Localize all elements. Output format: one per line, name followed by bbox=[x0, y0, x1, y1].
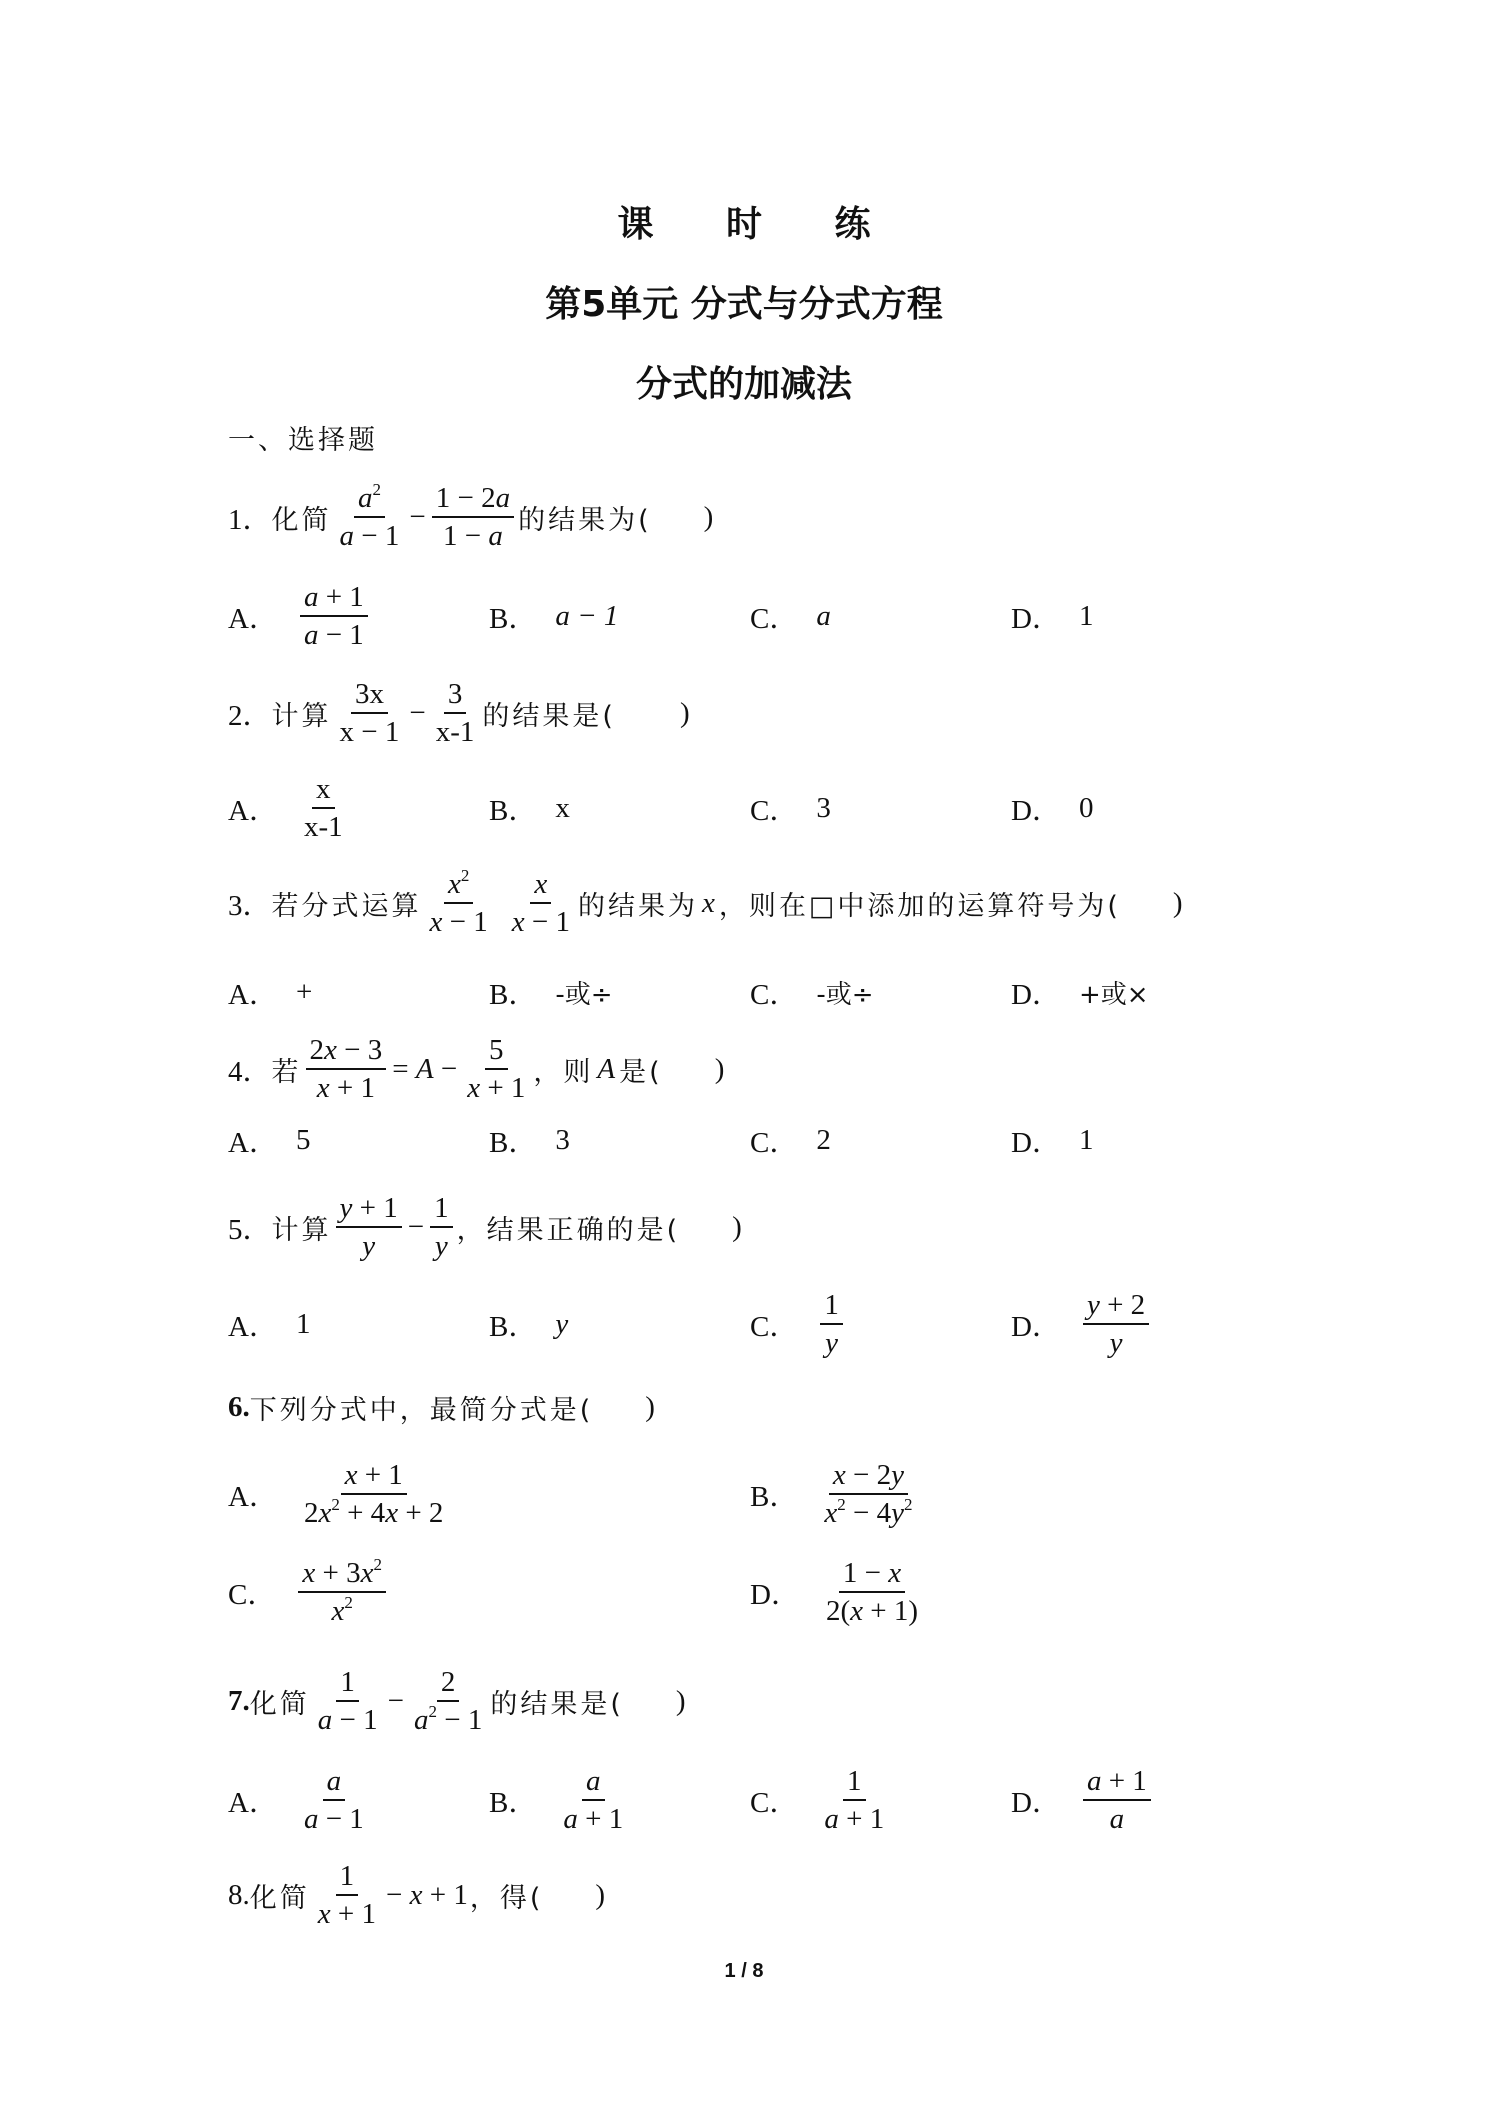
fraction: $\frac{3}{x-1}$ bbox=[435, 678, 475, 748]
option-b[interactable]: B． $\frac{x - 2y}{x^2 - 4y^2}$ bbox=[750, 1459, 913, 1529]
fraction: $\frac{1}{y}$ bbox=[430, 1190, 453, 1264]
option-b[interactable]: B． a − 1 bbox=[489, 599, 619, 635]
question-5-options bbox=[228, 1289, 1328, 1359]
question-1-options bbox=[228, 581, 1328, 651]
option-a[interactable]: A． 1 bbox=[228, 1307, 311, 1343]
option-c[interactable]: C． 2 bbox=[750, 1123, 831, 1159]
question-3-options bbox=[228, 962, 1328, 1022]
fraction: $\frac{5}{x + 1}$ bbox=[467, 1034, 526, 1104]
option-b[interactable]: B． y bbox=[489, 1307, 569, 1343]
fraction: $\frac{x}{x - 1}$ bbox=[511, 868, 570, 938]
option-b[interactable]: B． 3 bbox=[489, 1123, 570, 1159]
option-d[interactable]: D． $\frac{a + 1}{a}$ bbox=[1011, 1764, 1155, 1836]
fraction: $\frac{2}{a^2 - 1}$ bbox=[413, 1666, 483, 1736]
option-c[interactable]: C． 3 bbox=[750, 791, 831, 827]
option-a[interactable]: A． $\frac{a + 1}{a - 1}$ bbox=[228, 586, 372, 646]
option-d[interactable]: D． $\frac{y + 2}{y}$ bbox=[1011, 1294, 1153, 1354]
question-6: 6. 下列分式中，最简分式是( ) bbox=[228, 1391, 655, 1426]
option-c[interactable]: C． a bbox=[750, 599, 831, 635]
option-a[interactable]: A． $\frac{x}{x-1}$ bbox=[228, 773, 343, 843]
question-2: 2． 计算 $\frac{3x}{x - 1}$ − $\frac{3}{x-1}$ 的结果是( ) bbox=[228, 678, 690, 748]
question-4: 4． 若 $\frac{2x - 3}{x + 1}$ = A − $\frac{5}{x + 1}$ ，则 A 是( ) bbox=[228, 1034, 725, 1104]
question-3: 3． 若分式运算 $\frac{x^2}{x - 1}$ $\frac{x}{x - 1}$ 的结果为 x ，则在□中添加的运算符号为( ) bbox=[228, 866, 1183, 938]
option-d[interactable]: D． 1 bbox=[1011, 1123, 1094, 1159]
fraction: $\frac{3x}{x - 1}$ bbox=[339, 678, 400, 748]
fraction: $\frac{1 - 2a}{1 - a}$ bbox=[432, 480, 514, 554]
question-2-options bbox=[228, 773, 1328, 843]
question-7: 7. 化简 $\frac{1}{a - 1}$ − $\frac{2}{a^2 - 1}$ 的结果是( ) bbox=[228, 1666, 686, 1736]
option-c[interactable]: C． $\frac{1}{y}$ bbox=[750, 1294, 847, 1354]
question-6-options-row2 bbox=[228, 1554, 1328, 1630]
fraction: $\frac{1}{x + 1}$ bbox=[317, 1860, 376, 1930]
question-5: 5． 计算 $\frac{y + 1}{y}$ − $\frac{1}{y}$ ，结果正确的是( ) bbox=[228, 1192, 742, 1262]
option-d[interactable]: D． 1 bbox=[1011, 599, 1094, 635]
option-a[interactable]: A． 5 bbox=[228, 1123, 311, 1159]
fraction: $\frac{x^2}{x - 1}$ bbox=[429, 866, 488, 938]
fraction: $\frac{1}{a - 1}$ bbox=[317, 1666, 378, 1736]
option-c[interactable]: C． $\frac{x + 3x^2}{x^2}$ bbox=[228, 1554, 390, 1630]
question-8: 8. 化简 $\frac{1}{x + 1}$ − x + 1 ，得( ) bbox=[228, 1860, 606, 1930]
option-c[interactable]: C． -或÷ bbox=[750, 978, 874, 1011]
option-d[interactable]: D． $\frac{1 - x}{2(x + 1)}$ bbox=[750, 1557, 919, 1627]
question-7-options bbox=[228, 1764, 1328, 1836]
option-b[interactable]: B． $\frac{a}{a + 1}$ bbox=[489, 1765, 624, 1835]
option-d[interactable]: D． 0 bbox=[1011, 791, 1094, 827]
question-6-options-row1 bbox=[228, 1456, 1328, 1532]
option-b[interactable]: B． x bbox=[489, 791, 570, 827]
option-d[interactable]: D． +或× bbox=[1011, 978, 1149, 1011]
section-heading: 一、选择题 bbox=[228, 425, 378, 456]
lesson-title: 分式的加减法 bbox=[635, 364, 852, 405]
question-4-options bbox=[228, 1110, 1328, 1170]
option-a[interactable]: A． + bbox=[228, 975, 313, 1011]
option-b[interactable]: B． -或÷ bbox=[489, 978, 613, 1011]
option-c[interactable]: C． $\frac{1}{a + 1}$ bbox=[750, 1765, 885, 1835]
option-a[interactable]: A． $\frac{a}{a - 1}$ bbox=[228, 1765, 364, 1835]
fraction: $\frac{2x - 3}{x + 1}$ bbox=[306, 1032, 387, 1106]
unit-title: 第5单元 分式与分式方程 bbox=[545, 284, 943, 325]
question-1: 1． 化简 $\frac{a^2}{a - 1}$ − $\frac{1 - 2a}{1 - a}$ 的结果为( ) bbox=[228, 480, 714, 552]
option-a[interactable]: A． $\frac{x + 1}{2x^2 + 4x + 2}$ bbox=[228, 1459, 444, 1529]
fraction: $\frac{a^2}{a - 1}$ bbox=[339, 480, 400, 552]
worksheet-title: 课 时 练 bbox=[617, 204, 901, 245]
fraction: $\frac{y + 1}{y}$ bbox=[336, 1190, 402, 1264]
page-number: 1 / 8 bbox=[724, 1960, 764, 1982]
